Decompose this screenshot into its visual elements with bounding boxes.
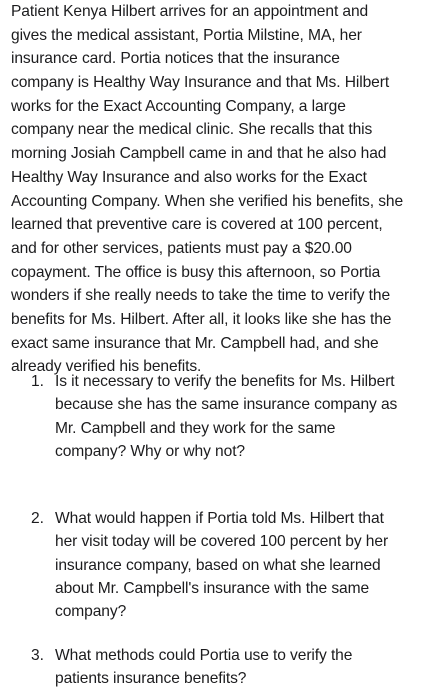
paragraph-line: copayment. The office is busy this afternoon, so Portia bbox=[11, 263, 381, 281]
paragraph-line: insurance card. Portia notices that the insurance bbox=[11, 50, 340, 68]
paragraph-line: Healthy Way Insurance and also works for the Exact bbox=[11, 168, 367, 186]
question-line: What methods could Portia use to verify the bbox=[55, 647, 353, 664]
question-item-2 bbox=[0, 507, 447, 623]
question-line: about Mr. Campbell's insurance with the same bbox=[55, 579, 370, 597]
question-item-1 bbox=[0, 370, 447, 463]
paragraph-line: and for other services, patients must pay a $20.00 bbox=[11, 239, 352, 257]
question-line: company? Why or why not? bbox=[55, 442, 246, 460]
question-line: because she has the same insurance company as bbox=[55, 396, 398, 414]
paragraph-line: company near the medical clinic. She recalls that this bbox=[11, 121, 373, 139]
paragraph-line: exact same insurance that Mr. Campbell had, and she bbox=[11, 334, 379, 352]
question-line: Is it necessary to verify the benefits for Ms. Hilbert bbox=[55, 373, 395, 390]
question-number: 3. bbox=[31, 647, 44, 664]
paragraph-line: wonders if she really needs to take the time to verify the bbox=[11, 287, 391, 305]
question-line: insurance company, based on what she learned bbox=[55, 556, 381, 574]
paragraph-line: already verified his benefits. bbox=[11, 358, 202, 376]
question-line: company? bbox=[55, 603, 127, 621]
paragraph-line: morning Josiah Campbell came in and that he also had bbox=[11, 145, 387, 163]
paragraph-line: gives the medical assistant, Portia Milstine, MA, her bbox=[11, 26, 362, 44]
case-scenario-paragraph bbox=[11, 0, 437, 379]
paragraph-line: Accounting Company. When she verified his benefits, she bbox=[11, 192, 404, 210]
paragraph-line: Patient Kenya Hilbert arrives for an appointment and bbox=[11, 3, 369, 20]
question-line: What would happen if Portia told Ms. Hilbert that bbox=[55, 510, 384, 527]
question-line: Mr. Campbell and they work for the same bbox=[55, 419, 336, 437]
paragraph-line: works for the Exact Accounting Company, a large bbox=[11, 97, 346, 115]
question-line: patients insurance benefits? bbox=[55, 670, 247, 688]
question-line: her visit today will be covered 100 percent by her bbox=[55, 533, 389, 551]
paragraph-line: company is Healthy Way Insurance and that Ms. Hilbert bbox=[11, 74, 390, 92]
question-number: 1. bbox=[31, 373, 44, 390]
paragraph-line: benefits for Ms. Hilbert. After all, it looks like she has the bbox=[11, 310, 392, 328]
paragraph-line: learned that preventive care is covered at 100 percent, bbox=[11, 216, 383, 234]
question-item-3 bbox=[0, 644, 447, 691]
question-number: 2. bbox=[31, 510, 44, 527]
